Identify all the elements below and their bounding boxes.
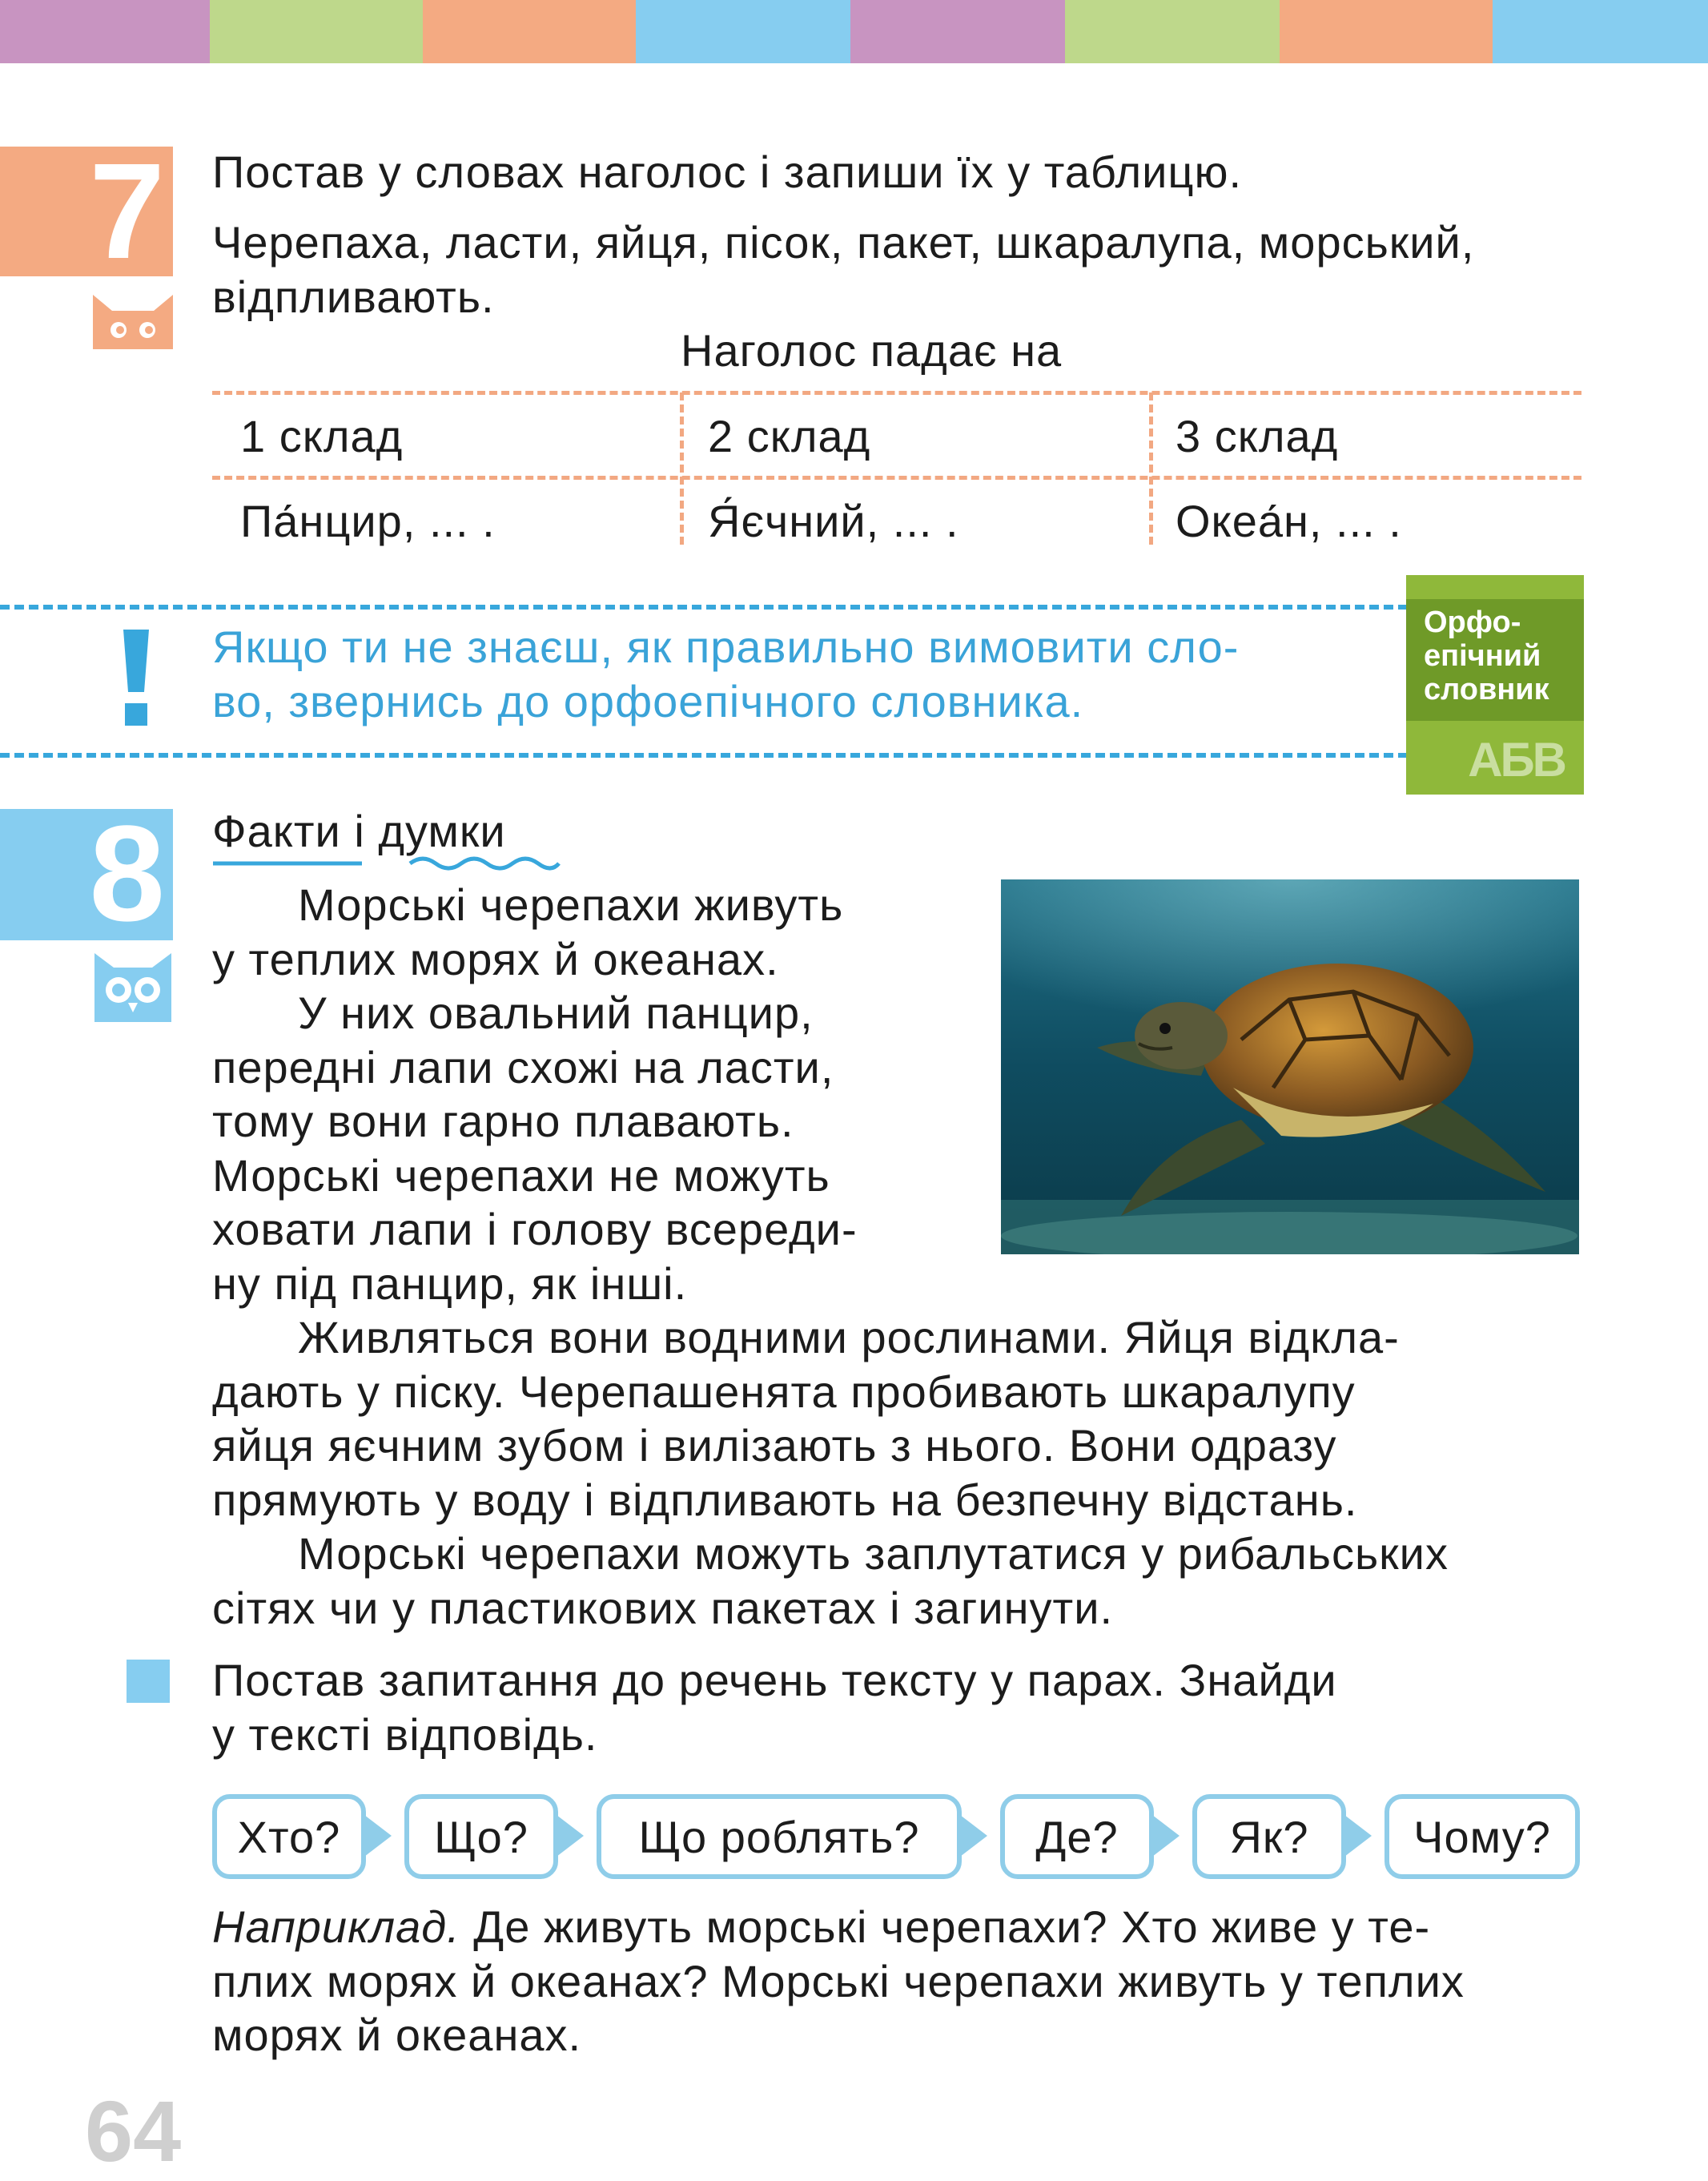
task-7-instruction: Постав у словах наголос і запиши їх у таблицю. [212, 147, 1243, 197]
table-header-cell: 1 склад [240, 411, 404, 461]
sea-turtle-photo [1001, 879, 1579, 1254]
book-letters: АБВ [1468, 733, 1565, 787]
task-8-text-left [212, 878, 858, 1310]
page-number: 64 [85, 2082, 182, 2179]
task-8-title [212, 805, 506, 857]
question-why: Чому? [1384, 1794, 1580, 1879]
text-line: Морські черепахи живуть [298, 879, 844, 930]
text-line: Морські черепахи можуть заплутатися у рибальських [298, 1528, 1449, 1579]
text-line: яйця яєчним зубом і вилізають з нього. Вони одразу [212, 1420, 1337, 1471]
example-text: Де живуть морські черепахи? Хто живе у те- [460, 1901, 1431, 1952]
question-what: Що? [404, 1794, 558, 1879]
note-border-top [0, 605, 1408, 610]
text-line: У них овальний панцир, [298, 988, 814, 1038]
task-8-number: 8 [0, 809, 173, 940]
note-line: Якщо ти не знаєш, як правильно вимовити сло- [212, 622, 1240, 672]
cat-icon [90, 290, 176, 349]
stripe [0, 0, 210, 63]
book-title-line: Орфо- [1424, 606, 1521, 639]
table-border [1149, 392, 1153, 545]
book-title-line: словник [1424, 673, 1549, 706]
chain-arrow-icon [960, 1815, 987, 1857]
stripe [636, 0, 850, 63]
table-border [680, 392, 684, 545]
stripe [1493, 0, 1708, 63]
book-title [1424, 606, 1549, 706]
table-header-cell: 2 склад [708, 411, 871, 461]
table-example-cell: Океа́н, ... . [1176, 496, 1402, 546]
text-line: ховати лапи і голову всереди- [212, 1204, 858, 1254]
stripe [423, 0, 636, 63]
title-word-facts: Факти [212, 806, 341, 856]
title-word-thoughts: думки [378, 806, 506, 856]
table-border [212, 391, 1581, 395]
table-example-cell: Я́єчний, ... . [708, 496, 959, 546]
example-line [212, 1900, 1465, 1954]
chain-arrow-icon [557, 1815, 584, 1857]
text-line: дають у піску. Черепашенята пробивають шкаралупу [212, 1366, 1356, 1417]
text-line: ну під панцир, як інші. [212, 1257, 688, 1309]
text-line: Живляться вони водними рослинами. Яйця відкла- [298, 1312, 1400, 1362]
task-7-words-line2: відпливають. [212, 272, 495, 322]
task-8-instruction [212, 1653, 1337, 1762]
note-text [212, 620, 1239, 729]
title-underline [210, 852, 562, 876]
text-line: передні лапи схожі на ласти, [212, 1041, 834, 1093]
example-line: морях й океанах. [212, 2010, 582, 2060]
dictionary-book-icon [1406, 575, 1584, 795]
text-line: Морські черепахи не можуть [212, 1149, 830, 1201]
title-word-and: і [354, 806, 365, 856]
question-where: Де? [1000, 1794, 1154, 1879]
instruction-line: у тексті відповідь. [212, 1709, 598, 1760]
task-8-text-full [212, 1310, 1449, 1635]
stripe [850, 0, 1065, 63]
question-what-doing: Що роблять? [597, 1794, 962, 1879]
note-line: во, звернись до орфоепічного словника. [212, 676, 1084, 726]
exclamation-icon [120, 630, 152, 727]
stripe [210, 0, 423, 63]
table-caption: Наголос падає на [681, 325, 1063, 376]
chain-arrow-icon [1344, 1815, 1372, 1857]
chain-arrow-icon [1152, 1815, 1180, 1857]
table-header-cell: 3 склад [1176, 411, 1339, 461]
task-8-example [212, 1900, 1465, 2062]
square-bullet-icon [127, 1660, 170, 1703]
text-line: тому вони гарно плавають. [212, 1096, 794, 1146]
chain-arrow-icon [364, 1815, 392, 1857]
task-7-number: 7 [0, 147, 173, 276]
note-border-bottom [0, 753, 1408, 758]
example-label: Наприклад. [212, 1901, 460, 1952]
stripe [1280, 0, 1493, 63]
stripe [1065, 0, 1280, 63]
task-7-words-line1: Черепаха, ласти, яйця, пісок, пакет, шкаралупа, морський, [212, 217, 1475, 268]
book-title-line: епічний [1424, 639, 1541, 673]
question-who: Хто? [212, 1794, 366, 1879]
text-line: сітях чи у пластикових пакетах і загинути. [212, 1582, 1114, 1633]
table-example-cell: Па́нцир, ... . [240, 496, 496, 546]
table-border [212, 476, 1581, 480]
example-line: плих морях й океанах? Морські черепахи живуть у теплих [212, 1955, 1465, 2006]
text-line: у теплих морях й океанах. [212, 933, 779, 984]
question-how: Як? [1192, 1794, 1346, 1879]
instruction-line: Постав запитання до речень тексту у парах. Знайди [212, 1655, 1337, 1705]
owl-icon [90, 950, 176, 1022]
text-line: прямують у воду і відпливають на безпечну відстань. [212, 1474, 1358, 1525]
